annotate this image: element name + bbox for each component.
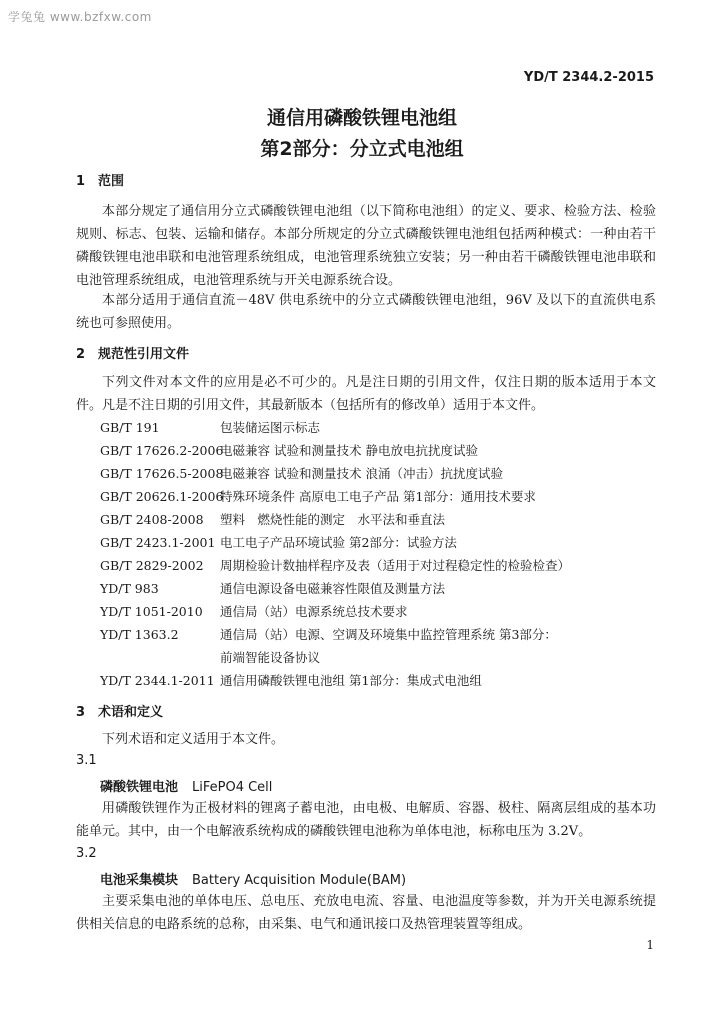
watermark: 学兔兔 www.bzfxw.com [8, 10, 152, 24]
term-number: 3.1 [76, 753, 97, 768]
term-heading [100, 869, 406, 888]
reference-item [100, 579, 445, 597]
reference-code: GB/T 2423.1-2001 [100, 535, 216, 550]
section-1-paragraph-1: 本部分规定了通信用分立式磷酸铁锂电池组（以下简称电池组）的定义、要求、检验方法、检验规则、标志、包装、运输和储存。本部分所规定的分立式磷酸铁锂电池组包括两种模式：一种由若干磷酸铁锂电池串联和电池管理系统组成，电池管理系统独立安装；另一种由若干磷酸铁锂电池串联和电池管理系统组成，电池管理系统与开关电源系统合设。 [76, 204, 656, 288]
reference-title: 通信局（站）电源系统总技术要求 [220, 604, 408, 619]
section-2-paragraph: 下列文件对本文件的应用是必不可少的。凡是注日期的引用文件，仅注日期的版本适用于本文件。凡是不注日期的引用文件，其最新版本（包括所有的修改单）适用于本文件。 [76, 375, 656, 413]
document-number: YD/T 2344.2-2015 [523, 70, 654, 85]
reference-item [100, 671, 482, 689]
reference-item [100, 487, 536, 505]
document-subtitle: 第2部分：分立式电池组 [260, 138, 464, 160]
section-1-heading: 1 范围 [76, 174, 125, 189]
reference-code: GB/T 2829-2002 [100, 558, 204, 573]
reference-title: 通信局（站）电源、空调及环境集中监控管理系统 第3部分： [220, 627, 557, 642]
reference-item [100, 556, 570, 574]
reference-code: GB/T 17626.5-2008 [100, 466, 224, 481]
section-2-heading: 2 规范性引用文件 [76, 347, 190, 362]
term-english: Battery Acquisition Module(BAM) [192, 873, 407, 888]
reference-item [100, 625, 557, 665]
term-english: LiFePO4 Cell [192, 780, 273, 795]
reference-item [100, 510, 445, 528]
term-chinese: 磷酸铁锂电池 [100, 780, 179, 795]
reference-title: 电磁兼容 试验和测量技术 浪涌（冲击）抗扰度试验 [220, 466, 503, 481]
reference-title: 电磁兼容 试验和测量技术 静电放电抗扰度试验 [220, 443, 478, 458]
reference-title: 周期检验计数抽样程序及表（适用于对过程稳定性的检验检查） [220, 558, 571, 573]
section-1-paragraph-2: 本部分适用于通信直流－48V 供电系统中的分立式磷酸铁锂电池组，96V 及以下的直流供电系统也可参照使用。 [76, 293, 656, 331]
reference-code: YD/T 2344.1-2011 [100, 673, 215, 688]
reference-code: YD/T 983 [100, 581, 159, 596]
term-definition: 用磷酸铁锂作为正极材料的锂离子蓄电池，由电极、电解质、容器、极柱、隔离层组成的基本功能单元。其中，由一个电解液系统构成的磷酸铁锂电池称为单体电池，标称电压为 3.2V。 [76, 801, 656, 839]
reference-item [100, 464, 503, 482]
reference-item [100, 533, 457, 551]
reference-title: 特殊环境条件 高原电工电子产品 第1部分：通用技术要求 [220, 489, 536, 504]
page-number: 1 [646, 938, 654, 952]
reference-title-continuation: 前端智能设备协议 [220, 650, 321, 665]
reference-item [100, 418, 320, 436]
reference-title: 包装储运图示标志 [220, 420, 321, 435]
reference-title: 塑料 燃烧性能的测定 水平法和垂直法 [220, 512, 446, 527]
document-title: 通信用磷酸铁锂电池组 [266, 107, 457, 129]
reference-title: 通信电源设备电磁兼容性限值及测量方法 [220, 581, 446, 596]
term-number: 3.2 [76, 846, 97, 861]
section-3-heading: 3 术语和定义 [76, 705, 164, 720]
reference-item [100, 602, 408, 620]
term-heading [100, 776, 272, 795]
reference-code: GB/T 2408-2008 [100, 512, 204, 527]
term-chinese: 电池采集模块 [100, 873, 179, 888]
reference-item [100, 441, 478, 459]
reference-title: 电工电子产品环境试验 第2部分：试验方法 [220, 535, 457, 550]
term-definition: 主要采集电池的单体电压、总电压、充放电电流、容量、电池温度等参数，并为开关电源系统提供相关信息的电路系统的总称，由采集、电气和通讯接口及热管理装置等组成。 [76, 894, 656, 932]
reference-code: GB/T 20626.1-2006 [100, 489, 224, 504]
reference-code: YD/T 1051-2010 [100, 604, 203, 619]
reference-code: YD/T 1363.2 [100, 627, 179, 642]
reference-code: GB/T 17626.2-2006 [100, 443, 224, 458]
reference-title: 通信用磷酸铁锂电池组 第1部分：集成式电池组 [220, 673, 482, 688]
section-3-paragraph: 下列术语和定义适用于本文件。 [102, 732, 285, 747]
reference-code: GB/T 191 [100, 420, 160, 435]
